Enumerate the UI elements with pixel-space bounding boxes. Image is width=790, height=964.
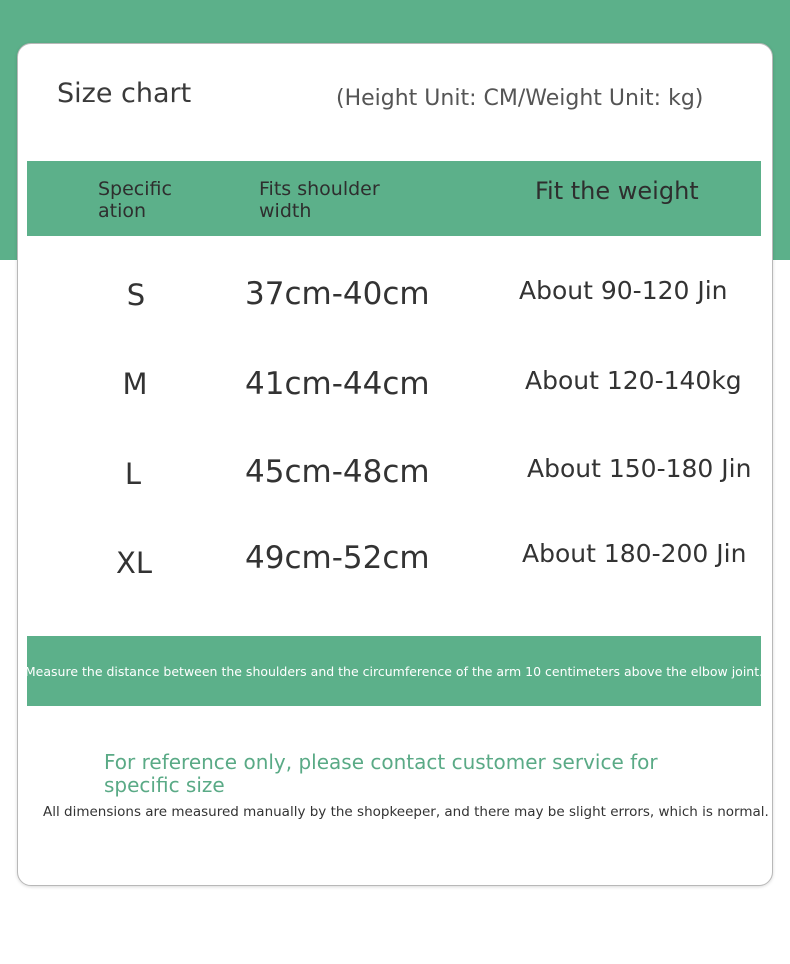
header-specification bbox=[98, 178, 188, 222]
row-s-weight: About 90-120 Jin bbox=[519, 276, 728, 305]
header-weight: Fit the weight bbox=[535, 177, 699, 205]
row-l-shoulder: 45cm-48cm bbox=[245, 454, 430, 490]
row-l-weight: About 150-180 Jin bbox=[527, 454, 752, 483]
header-specification-line-1: Specific bbox=[98, 178, 172, 200]
row-xl-size: XL bbox=[115, 546, 153, 580]
page-title: Size chart bbox=[57, 78, 192, 109]
header-shoulder-width bbox=[259, 178, 409, 222]
header-specification-line-2: ation bbox=[98, 200, 147, 222]
header-shoulder-line-2: width bbox=[259, 200, 312, 222]
header-shoulder-line-1: Fits shoulder bbox=[259, 178, 380, 200]
row-xl-weight: About 180-200 Jin bbox=[522, 539, 747, 568]
disclaimer: All dimensions are measured manually by the shopkeeper, and there may be slight errors, which is normal. bbox=[43, 804, 769, 820]
units-note: (Height Unit: CM/Weight Unit: kg) bbox=[336, 86, 704, 111]
row-m-weight: About 120-140kg bbox=[525, 366, 742, 395]
measurement-note-band bbox=[24, 636, 764, 706]
row-l-size: L bbox=[124, 457, 142, 491]
row-xl-shoulder: 49cm-52cm bbox=[245, 540, 430, 576]
row-s-shoulder: 37cm-40cm bbox=[245, 276, 430, 312]
measurement-note: Measure the distance between the shoulders and the circumference of the arm 10 centimeters above the elbow joint. bbox=[24, 663, 764, 679]
row-m-shoulder: 41cm-44cm bbox=[245, 366, 430, 402]
row-m-size: M bbox=[122, 367, 148, 401]
reference-note: For reference only, please contact customer service for specific size bbox=[104, 750, 658, 797]
row-s-size: S bbox=[126, 278, 146, 312]
